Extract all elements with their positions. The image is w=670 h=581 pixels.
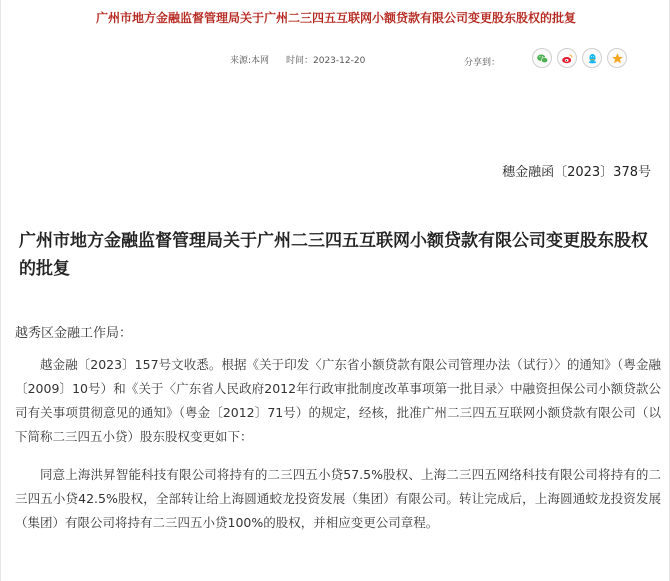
document-paragraph: 同意上海洪昇智能科技有限公司将持有的二三四五小贷57.5%股权、上海二三四五网络科技有限公司将持有的二三四五小贷42.5%股权，全部转让给上海圆通蛟龙投资发展（集团）有限公司。转让完成后，上海圆通蛟龙投资发展（集团）有限公司将持有二三四五小贷100%的股权，并相应变更公司章程。 (15, 467, 661, 530)
page-title: 广州市地方金融监督管理局关于广州二三四五互联网小额贷款有限公司变更股东股权的批复 (95, 11, 576, 25)
meta-time: 时间：2023-12-20 (286, 56, 366, 66)
meta-source: 来源:本网 (230, 56, 270, 66)
share-buttons (532, 48, 627, 68)
wechat-icon[interactable] (532, 48, 552, 68)
document-title: 广州市地方金融监督管理局关于广州二三四五互联网小额贷款有限公司变更股东股权的批复 (19, 231, 648, 279)
document-addressee: 越秀区金融工作局： (15, 326, 133, 341)
weibo-icon[interactable] (557, 48, 577, 68)
qq-icon[interactable] (582, 48, 602, 68)
document-number: 穗金融函〔2023〕378号 (502, 165, 651, 180)
qzone-icon[interactable] (607, 48, 627, 68)
share-label: 分享到： (464, 58, 501, 68)
document-paragraph: 越金融〔2023〕157号文收悉。根据《关于印发〈广东省小额贷款有限公司管理办法（试行）〉的通知》（粤金融〔2009〕10号）和《关于〈广东省人民政府2012年行政审批制度改革事项第一批目录〉中融资担保公司小额贷款公司有关事项贯彻意见的通知》（粤金〔2012〕71号）的规定，经核，批准广州二三四五互联网小额贷款有限公司（以下简称二三四五小贷）股东股权变更如下： (15, 357, 661, 444)
